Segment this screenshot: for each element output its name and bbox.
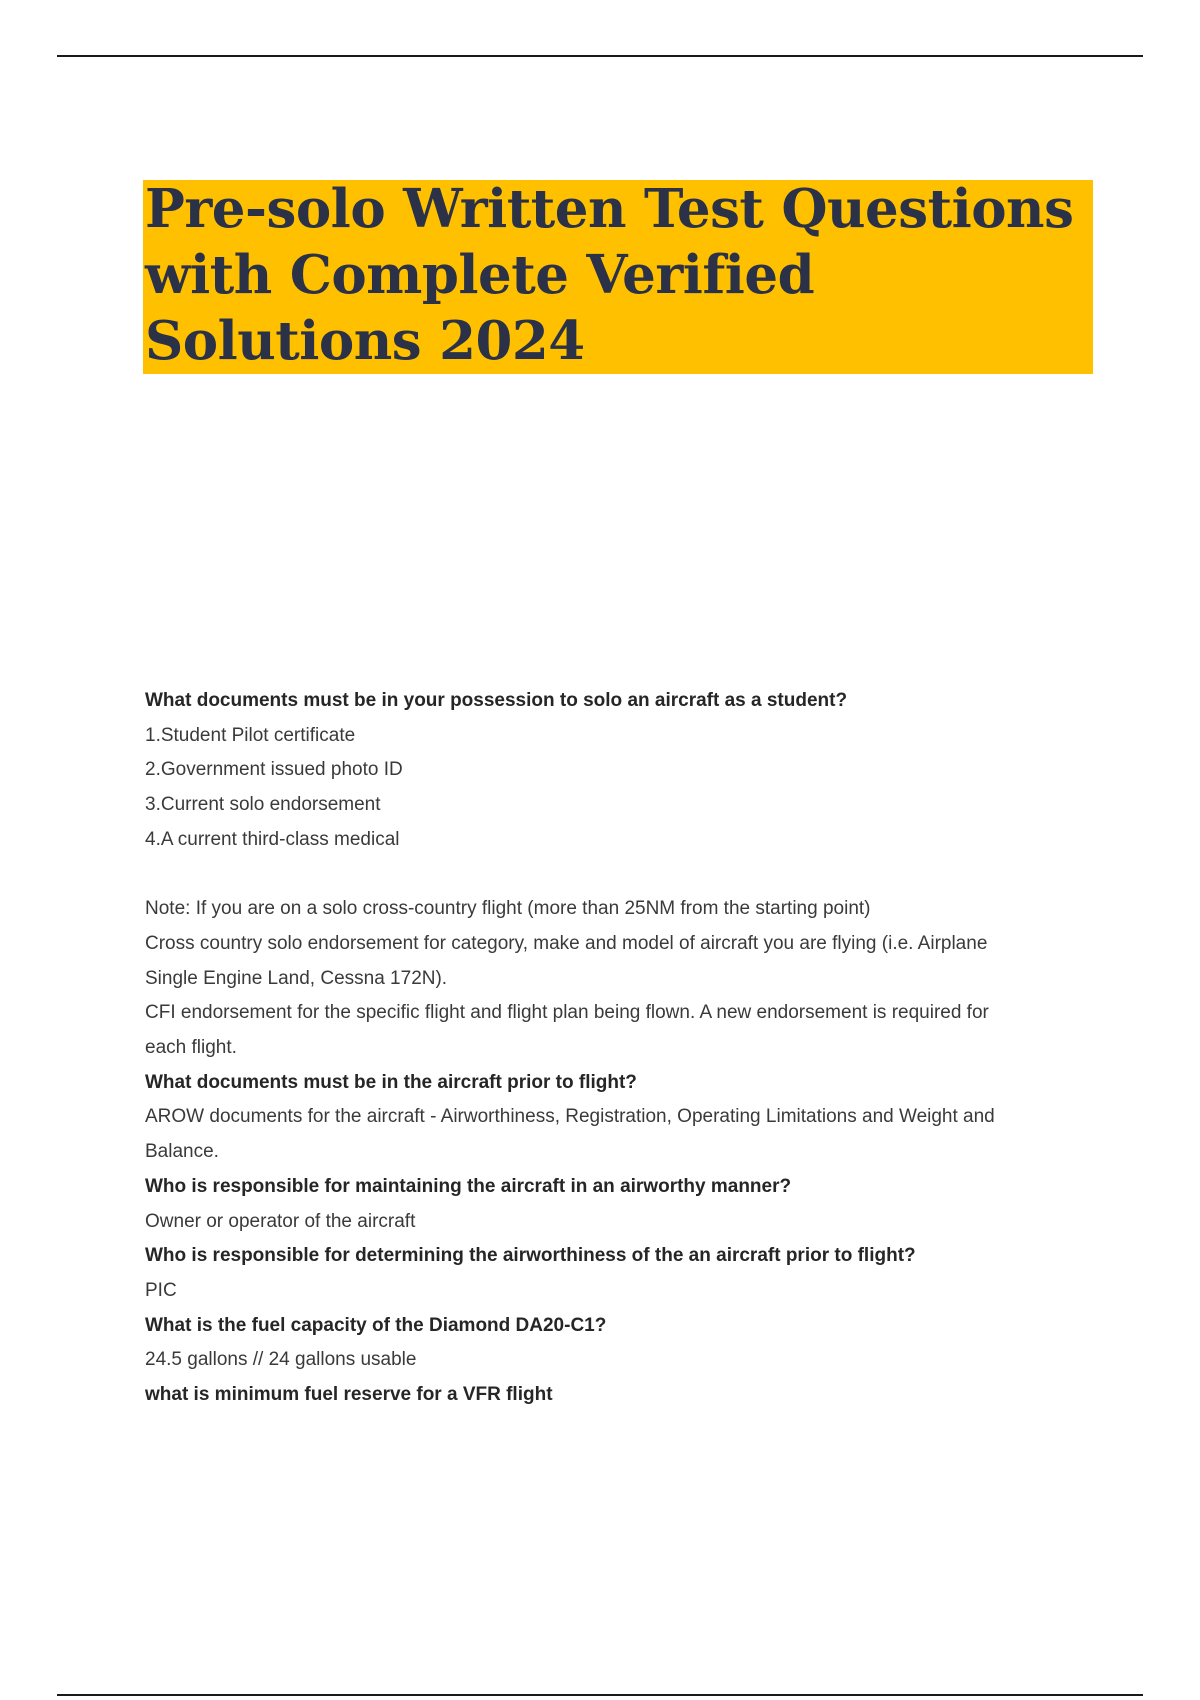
qa-content — [145, 684, 1055, 1413]
answer-5: 24.5 gallons // 24 gallons usable — [145, 1349, 417, 1371]
question-2: What documents must be in the aircraft prior to flight? — [145, 1071, 637, 1093]
note-line-3: Single Engine Land, Cessna 172N). — [145, 967, 448, 989]
question-6: what is minimum fuel reserve for a VFR flight — [145, 1384, 553, 1406]
answer-2-line-1: AROW documents for the aircraft - Airworthiness, Registration, Operating Limitations and Weight and — [145, 1106, 995, 1128]
answer-2-line-2: Balance. — [145, 1141, 219, 1163]
note-line-4: CFI endorsement for the specific flight and flight plan being flown. A new endorsement is required for — [145, 1002, 989, 1024]
answer-1-line-1: 1.Student Pilot certificate — [145, 724, 356, 746]
question-5: What is the fuel capacity of the Diamond DA20-C1? — [145, 1314, 607, 1336]
header-rule — [57, 55, 1143, 57]
footer-rule — [57, 1694, 1143, 1696]
note-line-1: Note: If you are on a solo cross-country flight (more than 25NM from the starting point) — [145, 898, 871, 920]
document-title-line-2: with Complete Verified — [145, 244, 815, 306]
document-title-line-1: Pre-solo Written Test Questions — [145, 178, 1074, 240]
question-3: Who is responsible for maintaining the aircraft in an airworthy manner? — [145, 1175, 792, 1197]
note-line-2: Cross country solo endorsement for category, make and model of aircraft you are flying (i.e. Airplane — [145, 932, 988, 954]
question-4: Who is responsible for determining the airworthiness of the an aircraft prior to flight? — [145, 1245, 916, 1267]
answer-1-line-2: 2.Government issued photo ID — [145, 759, 403, 781]
paragraph-spacer — [145, 858, 1055, 893]
answer-3: Owner or operator of the aircraft — [145, 1210, 416, 1232]
answer-1-line-3: 3.Current solo endorsement — [145, 794, 381, 816]
question-1: What documents must be in your possession to solo an aircraft as a student? — [145, 690, 848, 711]
answer-1-line-4: 4.A current third-class medical — [145, 828, 400, 850]
note-line-5: each flight. — [145, 1037, 237, 1059]
answer-4: PIC — [145, 1279, 177, 1301]
document-title-line-3: Solutions 2024 — [145, 310, 585, 372]
